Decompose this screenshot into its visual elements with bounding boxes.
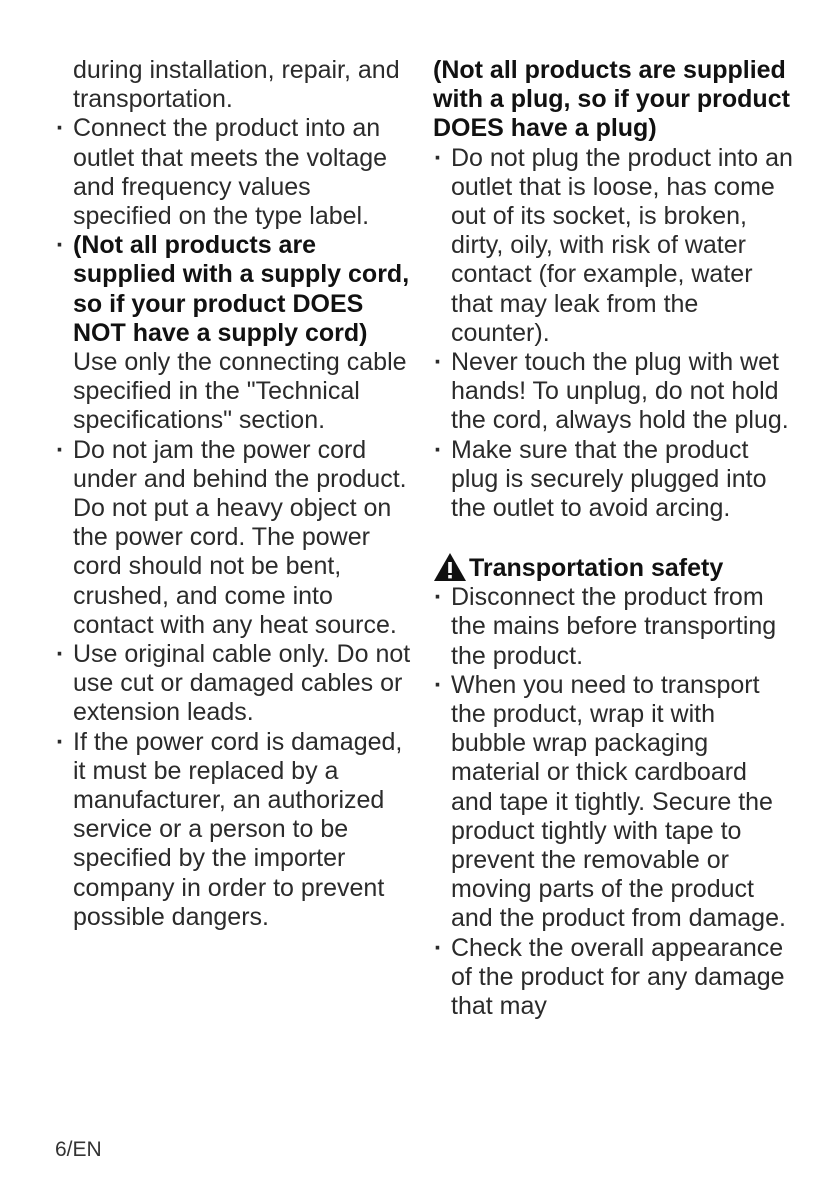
item-text: Disconnect the product from the mains before transporting the product.: [451, 583, 777, 670]
list-item: [55, 436, 415, 640]
bullet: ·: [434, 435, 443, 464]
bullet: ·: [434, 583, 443, 612]
bullet: ·: [56, 435, 65, 464]
page-number: 6/EN: [55, 1138, 102, 1161]
item-text: If the power cord is damaged, it must be replaced by a manufacturer, an authorized service or a person to be specified by the importer company in order to prevent possible dangers.: [73, 727, 403, 931]
item-text: Never touch the plug with wet hands! To unplug, do not hold the cord, always hold the plug.: [451, 348, 789, 435]
list-item: [433, 934, 793, 1022]
list-item: [55, 114, 415, 231]
warning-icon: [433, 551, 467, 583]
item-text: Connect the product into an outlet that meets the voltage and frequency values specified on the type label.: [73, 114, 388, 231]
bullet: ·: [56, 640, 65, 669]
list-item: [433, 348, 793, 436]
item-text: Check the overall appearance of the product for any damage that may: [451, 933, 785, 1021]
list-item: [55, 640, 415, 728]
list-item: [433, 671, 793, 934]
bullet: ·: [56, 727, 65, 756]
item-text: Do not jam the power cord under and behind the product. Do not put a heavy object on the power cord. The power cord should not be bent, crushed, and come into contact with any heat source.: [73, 435, 407, 639]
list-item: [433, 583, 793, 671]
item-text: Use only the connecting cable specified in the "Technical specifications" section.: [73, 348, 407, 435]
bullet: ·: [56, 114, 65, 143]
left-column: [55, 56, 415, 932]
bullet: ·: [434, 670, 443, 699]
item-text: Do not plug the product into an outlet that is loose, has come out of its socket, is broken, dirty, oily, with risk of water contact (for example, water that may leak from the counter).: [451, 143, 793, 347]
section-title: Transportation safety: [469, 554, 724, 583]
section-heading: [433, 551, 793, 583]
item-bold-text: (Not all products are supplied with a supply cord, so if your product DOES NOT have a supply cord): [73, 231, 410, 347]
item-text: Use original cable only. Do not use cut or damaged cables or extension leads.: [73, 640, 411, 727]
bullet: ·: [56, 231, 65, 260]
list-item: [433, 144, 793, 348]
continuation-text: during installation, repair, and transportation.: [73, 56, 400, 114]
bullet: ·: [434, 933, 443, 962]
bullet: ·: [434, 143, 443, 172]
list-item: [55, 231, 415, 435]
item-text: When you need to transport the product, wrap it with bubble wrap packaging material or thick cardboard and tape it tightly. Secure the product tightly with tape to prevent the removable or moving parts of the product and the product from damage.: [451, 670, 786, 933]
item-text: Make sure that the product plug is securely plugged into the outlet to avoid arcing.: [451, 435, 767, 523]
right-column: [433, 56, 793, 1021]
list-item: [433, 436, 793, 524]
bullet: ·: [434, 348, 443, 377]
plug-heading: (Not all products are supplied with a plug, so if your product DOES have a plug): [433, 56, 790, 143]
list-item: [55, 728, 415, 932]
